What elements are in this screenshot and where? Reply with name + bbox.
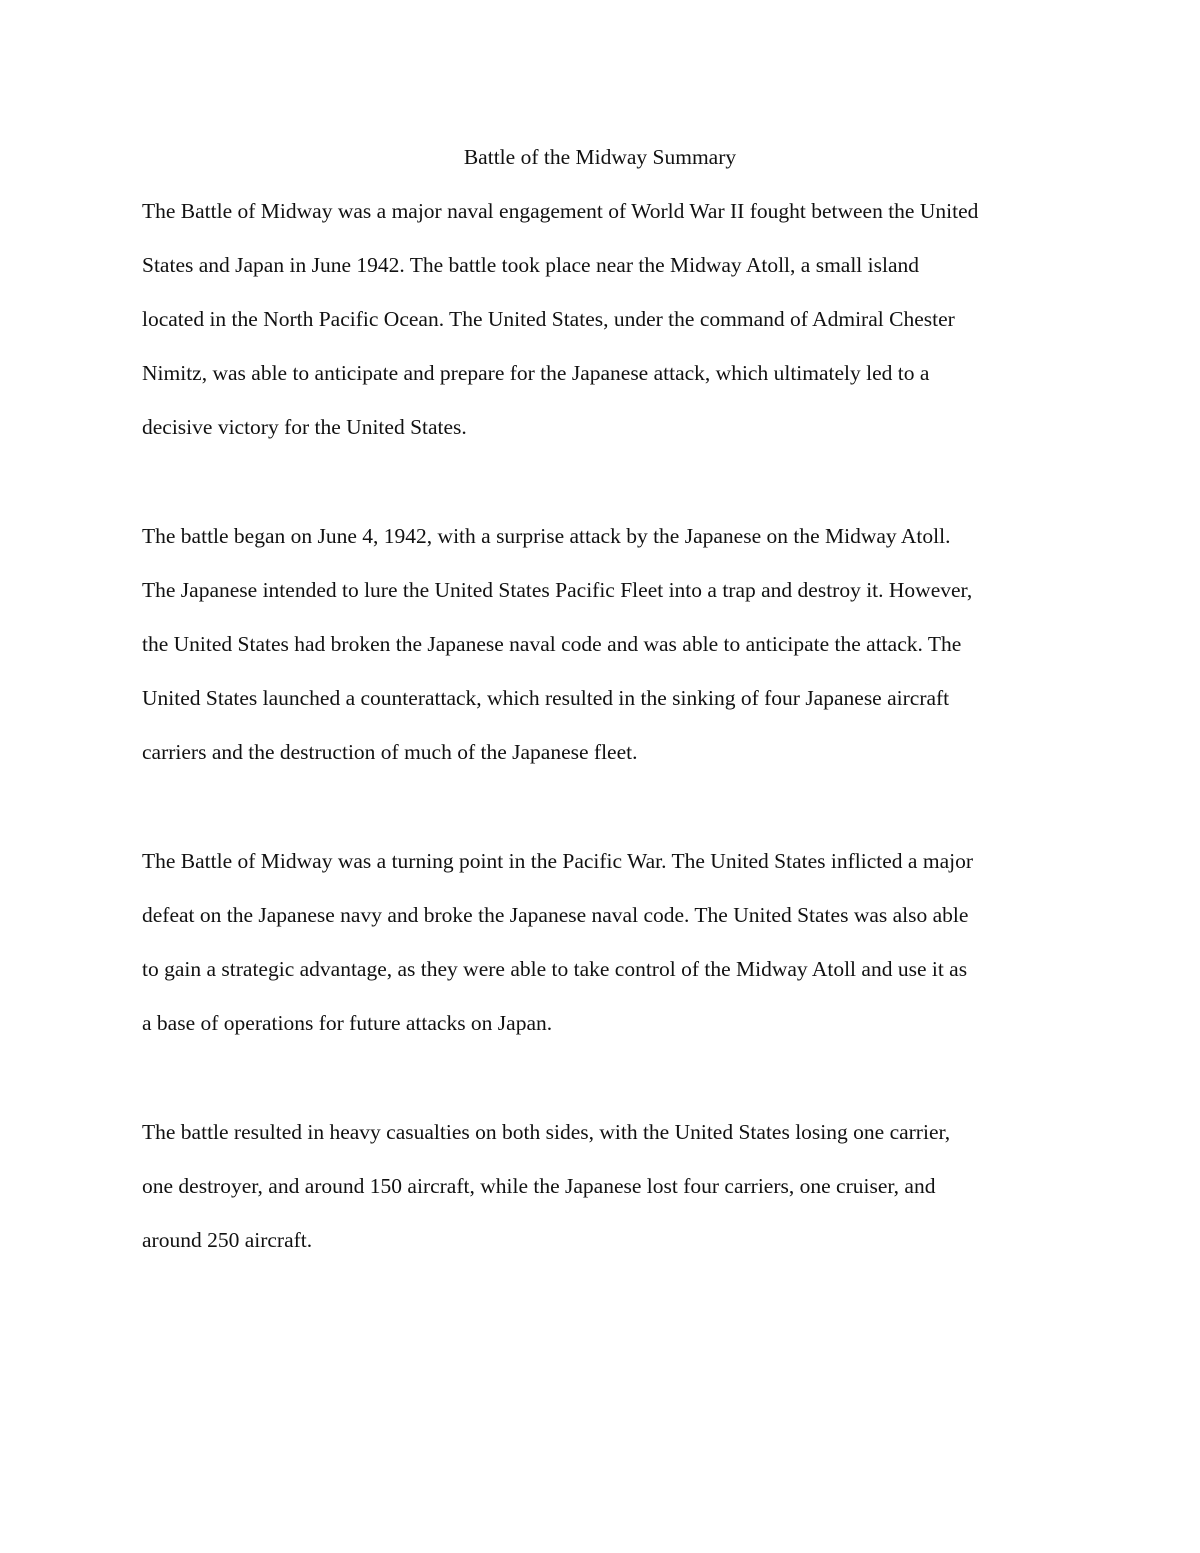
page-title: Battle of the Midway Summary xyxy=(463,145,737,169)
text-line: The battle began on June 4, 1942, with a surprise attack by the Japanese on the Midway Atoll. xyxy=(142,524,951,548)
text-line: to gain a strategic advantage, as they were able to take control of the Midway Atoll and use it as xyxy=(142,957,968,981)
text-line: Nimitz, was able to anticipate and prepare for the Japanese attack, which ultimately led to a xyxy=(142,361,930,385)
text-line: defeat on the Japanese navy and broke the Japanese naval code. The United States was also able xyxy=(142,903,969,927)
text-line: located in the North Pacific Ocean. The United States, under the command of Admiral Chester xyxy=(142,307,955,331)
text-line: States and Japan in June 1942. The battle took place near the Midway Atoll, a small island xyxy=(142,253,920,277)
text-line: the United States had broken the Japanese naval code and was able to anticipate the attack. The xyxy=(142,632,962,656)
text-line: United States launched a counterattack, which resulted in the sinking of four Japanese aircraft xyxy=(142,686,950,710)
text-line: a base of operations for future attacks on Japan. xyxy=(142,1011,553,1035)
text-line: The Battle of Midway was a major naval engagement of World War II fought between the United xyxy=(142,199,979,223)
text-line: The Japanese intended to lure the United States Pacific Fleet into a trap and destroy it. However, xyxy=(142,578,973,602)
text-line: one destroyer, and around 150 aircraft, while the Japanese lost four carriers, one cruiser, and xyxy=(142,1174,936,1198)
text-line: around 250 aircraft. xyxy=(142,1228,313,1252)
text-line: decisive victory for the United States. xyxy=(142,415,467,439)
text-line: The Battle of Midway was a turning point in the Pacific War. The United States inflicted a major xyxy=(142,849,973,873)
text-line: The battle resulted in heavy casualties on both sides, with the United States losing one carrier, xyxy=(142,1120,951,1144)
text-line: carriers and the destruction of much of the Japanese fleet. xyxy=(142,740,638,764)
